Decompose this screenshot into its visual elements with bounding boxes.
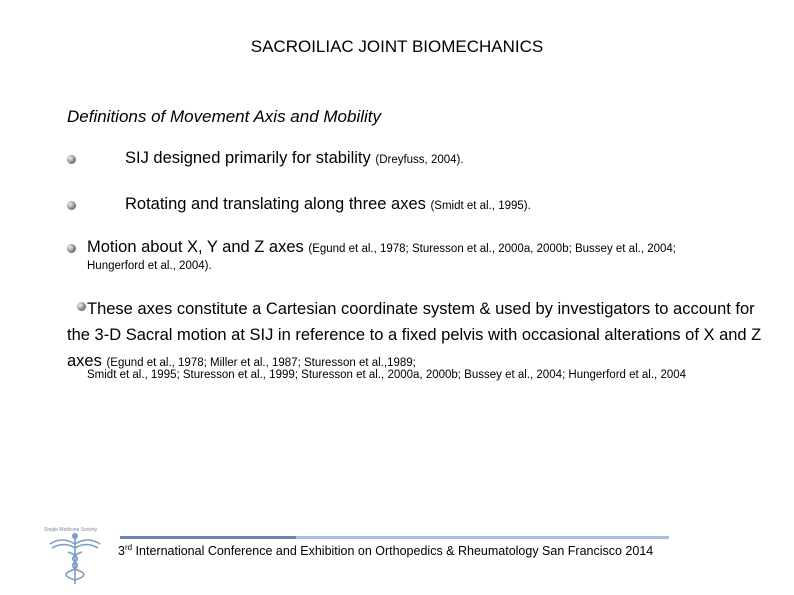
bullet-citation: (Egund et al., 1978; Sturesson et al., 2000a, 2000b; Bussey et al., 2004; <box>308 243 676 255</box>
footer-ordinal-suffix: rd <box>124 543 133 552</box>
bullet-item-1 <box>125 149 464 168</box>
slide-subtitle: Definitions of Movement Axis and Mobility <box>67 107 382 126</box>
bullet-citation: (Smidt et al., 1995). <box>430 200 531 212</box>
paragraph-citation-continued: Smidt et al., 1995; Sturesson et al., 1999; Sturesson et al., 2000a, 2000b; Bussey et al., 2004; Hungerford et al., 2004 <box>87 369 687 381</box>
bullet-item-3 <box>87 238 676 257</box>
bullet-icon <box>67 155 76 164</box>
footer-ordinal: 3 <box>118 544 125 559</box>
bullet-item-2 <box>125 195 531 214</box>
bullet-citation-continued: Hungerford et al., 2004). <box>87 260 212 272</box>
footer-divider-accent <box>120 536 296 539</box>
bullet-text: SIJ designed primarily for stability <box>125 149 376 167</box>
bullet-icon <box>67 201 76 210</box>
bullet-paragraph <box>67 296 767 376</box>
slide-title: SACROILIAC JOINT BIOMECHANICS <box>250 37 544 56</box>
paragraph-citation: (Egund et al., 1978; Miller et al., 1987; Sturesson et al.,1989; <box>106 357 416 369</box>
caduceus-logo-icon <box>40 526 106 586</box>
logo-caption: Single Medicine Society <box>44 527 98 533</box>
footer-conference: International Conference and Exhibition on Orthopedics & Rheumatology San Francisco 2014 <box>132 544 654 559</box>
bullet-text: Rotating and translating along three axes <box>125 195 431 213</box>
bullet-text: Motion about X, Y and Z axes <box>87 238 309 256</box>
footer-text <box>118 543 653 558</box>
bullet-citation: (Dreyfuss, 2004). <box>375 154 464 166</box>
bullet-icon <box>67 244 76 253</box>
paragraph-text: These axes constitute a Cartesian coordinate system & used by investigators to account for the 3-D Sacral motion at SIJ in reference to a fixed pelvis with occasional alterations of X and Z axes <box>67 300 762 370</box>
